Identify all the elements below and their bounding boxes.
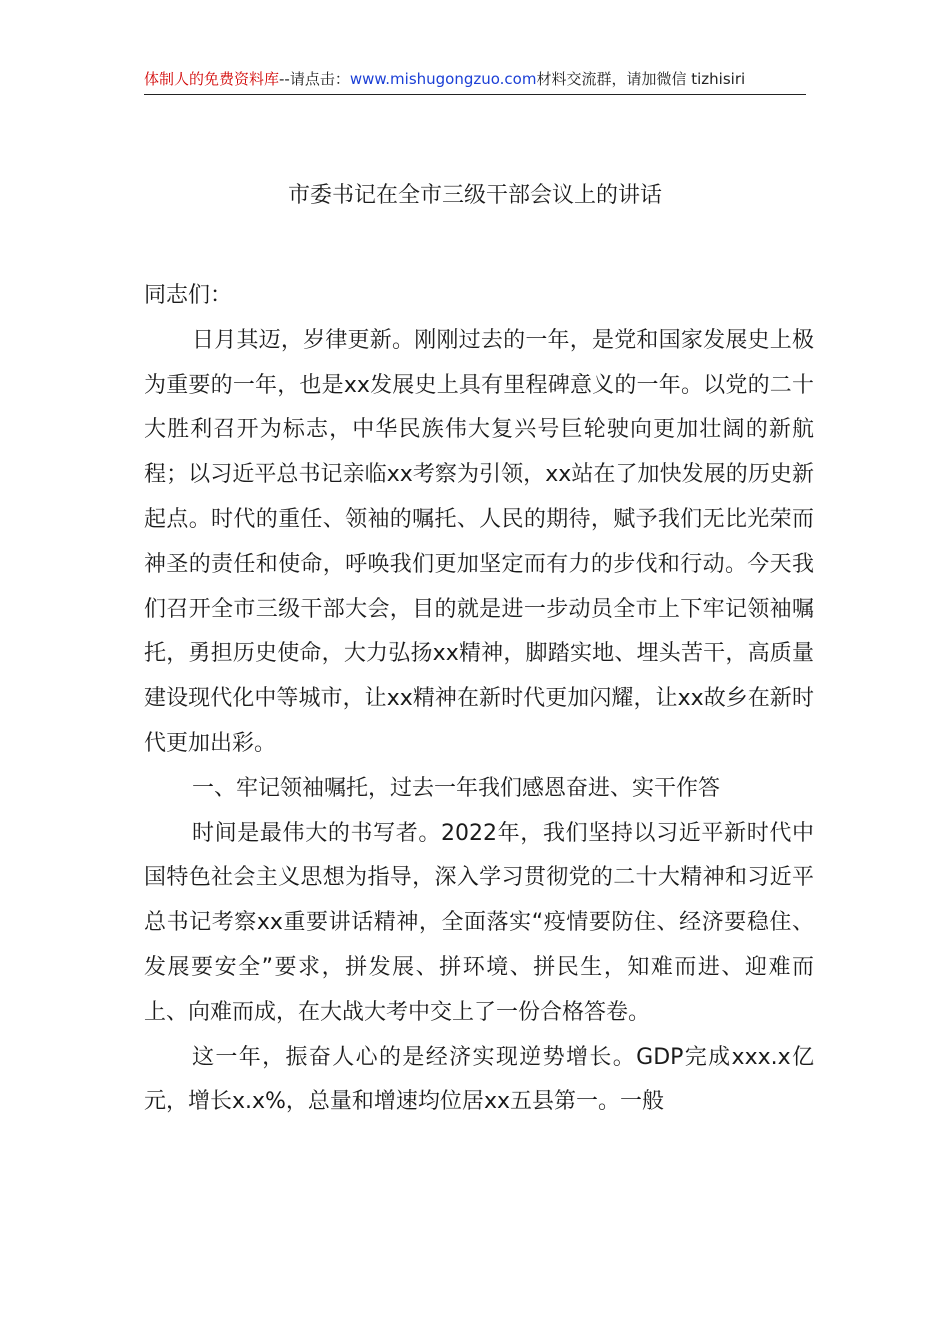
document-body [144, 274, 814, 1125]
header-contact: 材料交流群，请加微信 tizhisiri [536, 70, 746, 88]
paragraph-intro: 日月其迈，岁律更新。刚刚过去的一年，是党和国家发展史上极为重要的一年，也是xx发展史上具有里程碑意义的一年。以党的二十大胜利召开为标志，中华民族伟大复兴号巨轮驶向更加壮阔的新航程；以习近平总书记亲临xx考察为引领，xx站在了加快发展的历史新起点。时代的重任、领袖的嘱托、人民的期待，赋予我们无比光荣而神圣的责任和使命，呼唤我们更加坚定而有力的步伐和行动。今天我们召开全市三级干部大会，目的就是进一步动员全市上下牢记领袖嘱托，勇担历史使命，大力弘扬xx精神，脚踏实地、埋头苦干，高质量建设现代化中等城市，让xx精神在新时代更加闪耀，让xx故乡在新时代更加出彩。 [144, 327, 814, 756]
header-prompt: --请点击： [279, 70, 350, 88]
salutation: 同志们： [144, 283, 233, 308]
document-title: 市委书记在全市三级干部会议上的讲话 [287, 183, 662, 208]
paragraph: 这一年，振奋人心的是经济实现逆势增长。GDP完成xxx.x亿元，增长x.x%，总量和增速均位居xx五县第一。一般 [144, 1044, 814, 1115]
paragraph: 时间是最伟大的书写者。2022年，我们坚持以习近平新时代中国特色社会主义思想为指导，深入学习贯彻党的二十大精神和习近平总书记考察xx重要讲话精神，全面落实“疫情要防住、经济要稳住、发展要安全”要求，拼发展、拼环境、拼民生，知难而进、迎难而上、向难而成，在大战大考中交上了一份合格答卷。 [144, 820, 814, 1025]
header-site-name: 体制人的免费资料库 [144, 70, 280, 88]
section-heading: 一、牢记领袖嘱托，过去一年我们感恩奋进、实干作答 [192, 775, 721, 801]
header-url-link[interactable]: www.mishugongzuo.com [349, 70, 537, 88]
page-header [144, 66, 806, 95]
